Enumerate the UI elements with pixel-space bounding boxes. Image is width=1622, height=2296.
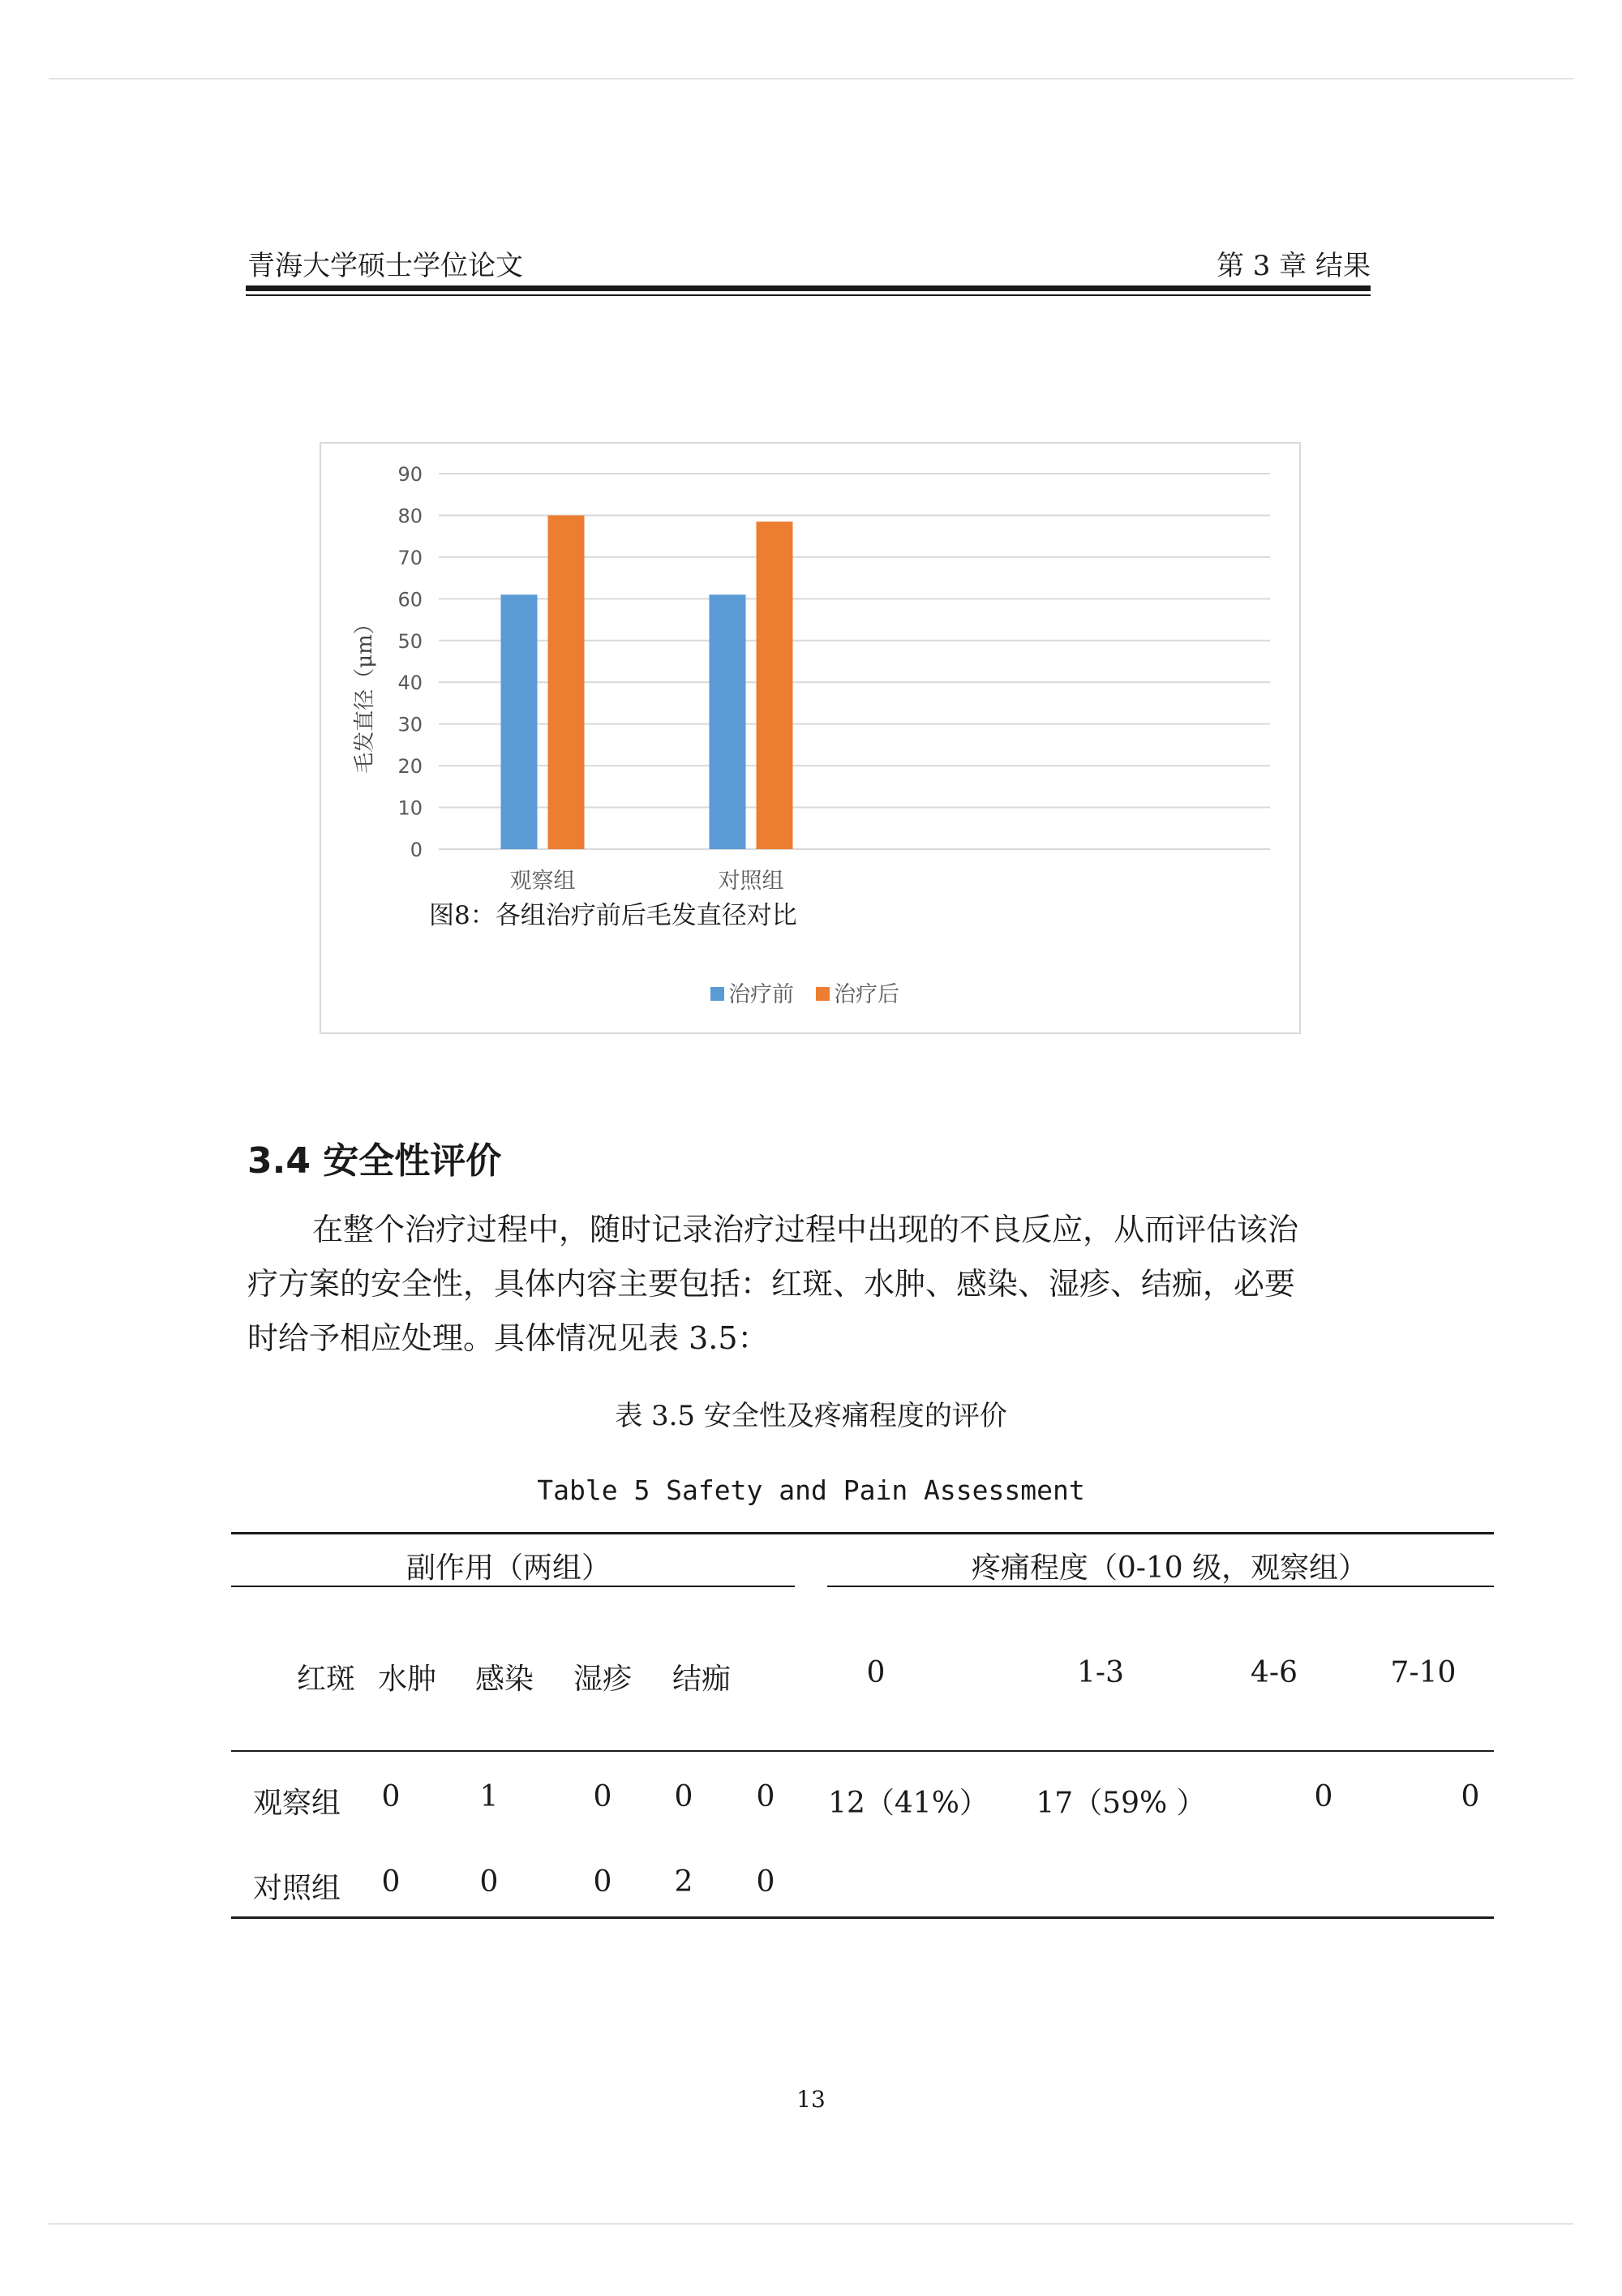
- y-tick-label: 90: [397, 463, 423, 486]
- cell-obs-infection: 0: [593, 1780, 612, 1813]
- table-top-rule: [231, 1532, 1494, 1534]
- cell-obs-pain-1-3: 17（59% ）: [1036, 1787, 1206, 1820]
- col-head-pain-0: 0: [866, 1656, 886, 1689]
- cell-obs-pain-4-6: 0: [1314, 1780, 1333, 1813]
- cell-obs-edema: 1: [479, 1780, 499, 1813]
- cell-ctrl-infection: 0: [593, 1865, 612, 1899]
- y-tick-label: 0: [410, 839, 423, 861]
- chart-svg: [321, 444, 1299, 1032]
- page-header: [247, 243, 1371, 282]
- legend-label-0: 治疗前: [728, 982, 794, 1007]
- body-paragraph: [247, 1203, 1371, 1366]
- y-tick-label: 40: [397, 672, 423, 695]
- y-tick-label: 30: [397, 713, 423, 736]
- bar-1-0: [710, 594, 746, 849]
- legend-label-1: 治疗后: [834, 982, 899, 1007]
- paragraph-line-3: 时给予相应处理。具体情况见表 3.5：: [247, 1320, 769, 1356]
- chart-legend: [710, 982, 899, 1007]
- col-head-infection: 感染: [474, 1663, 534, 1696]
- y-tick-label: 20: [397, 755, 423, 779]
- y-tick-label: 80: [397, 504, 423, 528]
- cell-obs-crust: 0: [756, 1780, 775, 1813]
- col-head-edema: 水肿: [377, 1663, 437, 1696]
- cell-obs-erythema: 0: [381, 1780, 401, 1813]
- x-category-label: 对照组: [718, 869, 784, 894]
- cell-ctrl-eczema: 2: [674, 1865, 693, 1899]
- paragraph-line-1: 在整个治疗过程中，随时记录治疗过程中出现的不良反应，从而评估该治: [312, 1212, 1299, 1247]
- header-rule-thin: [246, 294, 1371, 296]
- cell-ctrl-crust: 0: [756, 1865, 775, 1899]
- col-head-pain-1-3: 1-3: [1077, 1656, 1124, 1689]
- header-rule-thick: [246, 285, 1371, 291]
- header-chapter: 第 3 章 结果: [1216, 250, 1371, 282]
- bar-0-1: [548, 515, 585, 849]
- chart-y-ticks: [397, 463, 423, 861]
- paragraph-line-2: 疗方案的安全性，具体内容主要包括：红斑、水肿、感染、湿疹、结痂，必要: [247, 1266, 1296, 1302]
- table-group-header-pain: 疼痛程度（0-10 级，观察组）: [971, 1551, 1368, 1585]
- cell-obs-pain-0: 12（41%）: [828, 1787, 989, 1820]
- bar-0-0: [501, 594, 538, 849]
- page-bottom-rule: [49, 2223, 1573, 2225]
- table-caption-cn: 表 3.5 安全性及疼痛程度的评价: [615, 1400, 1007, 1432]
- row-label-control: 对照组: [253, 1872, 341, 1905]
- section-heading: 3.4 安全性评价: [247, 1140, 502, 1182]
- page-number: 13: [796, 2086, 826, 2113]
- cell-obs-eczema: 0: [674, 1780, 693, 1813]
- chart-title: 图8：各组治疗前后毛发直径对比: [429, 901, 797, 930]
- y-tick-label: 50: [397, 629, 423, 653]
- legend-swatch-1: [816, 987, 830, 1001]
- bar-1-1: [757, 521, 793, 849]
- y-tick-label: 10: [397, 796, 423, 820]
- cell-ctrl-edema: 0: [479, 1865, 499, 1899]
- cell-ctrl-erythema: 0: [381, 1865, 401, 1899]
- row-label-observation: 观察组: [253, 1787, 341, 1820]
- table-group-header-side-effects: 副作用（两组）: [406, 1551, 611, 1585]
- chart-x-categories: [510, 869, 784, 894]
- x-category-label: 观察组: [509, 869, 576, 894]
- col-head-pain-4-6: 4-6: [1251, 1656, 1298, 1689]
- table-caption-en: Table 5 Safety and Pain Assessment: [537, 1474, 1085, 1506]
- y-tick-label: 70: [397, 546, 423, 569]
- y-tick-label: 60: [397, 588, 423, 612]
- legend-swatch-0: [710, 987, 724, 1001]
- header-thesis-title: 青海大学硕士学位论文: [247, 250, 523, 282]
- col-head-eczema: 湿疹: [573, 1663, 633, 1696]
- col-head-erythema: 红斑: [296, 1663, 356, 1696]
- chart-y-axis-label: 毛发直径（μm）: [353, 613, 377, 774]
- col-head-crust: 结痂: [672, 1663, 732, 1696]
- hair-diameter-chart: [320, 442, 1301, 1034]
- page-top-rule: [49, 78, 1573, 79]
- table-bottom-rule: [231, 1916, 1494, 1919]
- table-header-rule: [231, 1750, 1494, 1752]
- cell-obs-pain-7-10: 0: [1461, 1780, 1480, 1813]
- col-head-pain-7-10: 7-10: [1390, 1656, 1457, 1689]
